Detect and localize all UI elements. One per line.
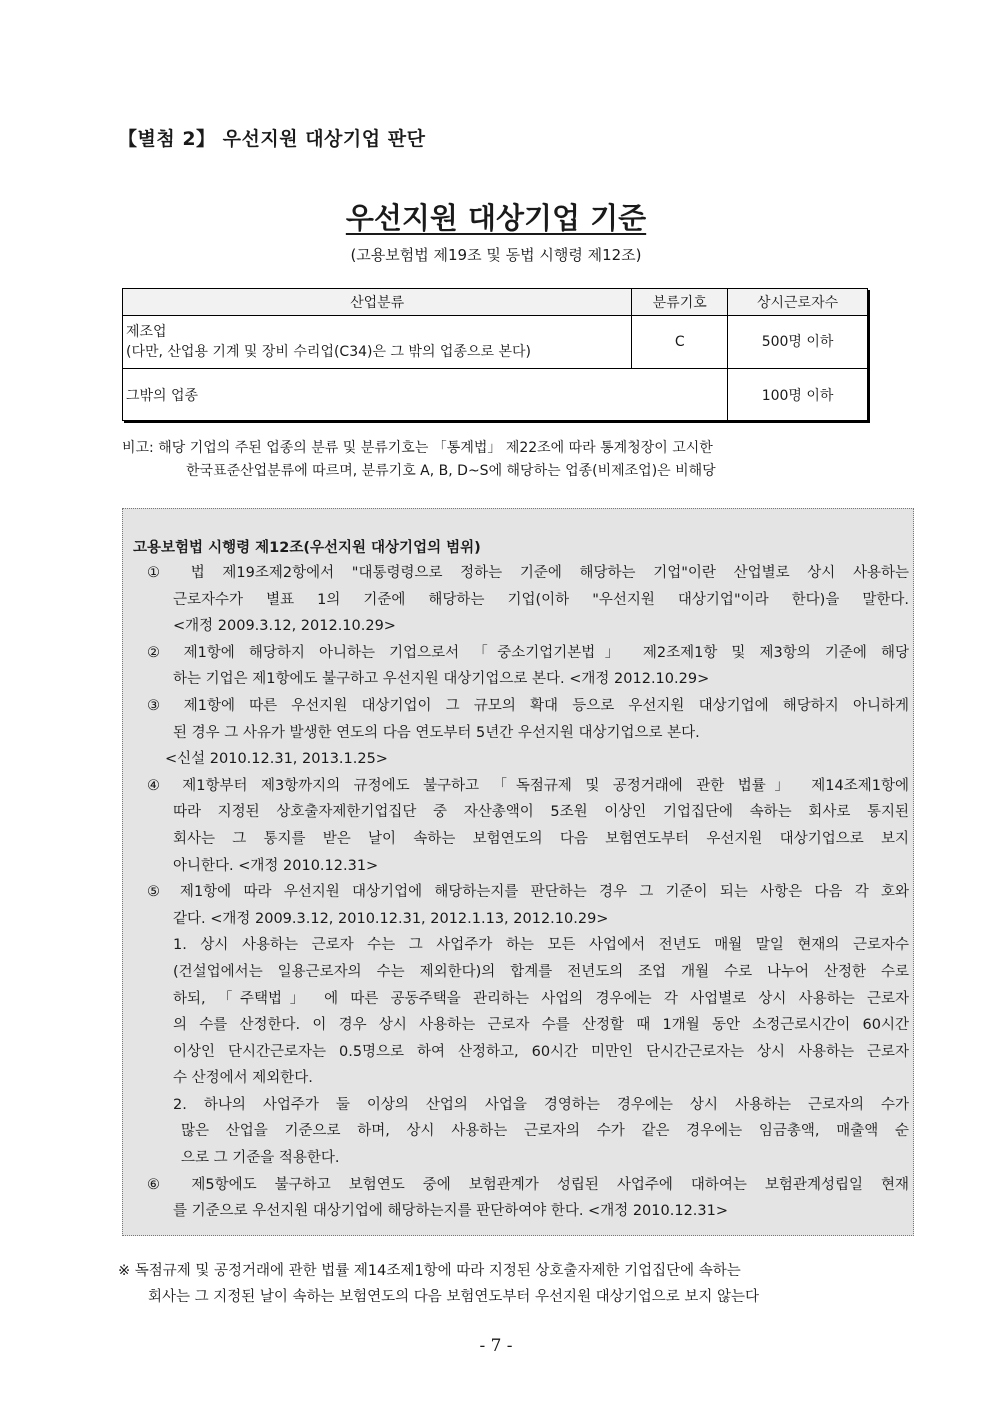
- law-line: ④ 제1항부터 제3항까지의 규정에도 불구하고 「독점규제 및 공정거래에 관한 법률」 제14조제1항에: [147, 777, 909, 794]
- law-line: ⑤ 제1항에 따라 우선지원 대상기업에 해당하는지를 판단하는 경우 그 기준이 되는 사항은 다음 각 호와: [147, 884, 909, 901]
- workers-cell: 500명 이하: [728, 316, 868, 369]
- law-line: <개정 2009.3.12, 2012.10.29>: [173, 618, 396, 635]
- law-line: 같다. <개정 2009.3.12, 2010.12.31, 2012.1.13, 2012.10.29>: [173, 910, 609, 927]
- header-industry: 산업분류: [123, 289, 632, 316]
- law-line: 회사는 그 통지를 받은 날이 속하는 보험연도의 다음 보험연도부터 우선지원 대상기업으로 보지: [173, 830, 909, 847]
- page-title: [0, 196, 992, 237]
- law-line: 의 수를 산정한다. 이 경우 상시 사용하는 근로자 수를 산정할 때 1개월 동안 소정근로시간이 60시간: [173, 1017, 909, 1034]
- workers-cell: 100명 이하: [728, 369, 868, 421]
- law-line: <신설 2010.12.31, 2013.1.25>: [165, 751, 388, 768]
- table-header-row: [123, 289, 868, 316]
- industry-note: (다만, 산업용 기계 및 장비 수리업(C34)은 그 밖의 업종으로 본다): [126, 344, 531, 360]
- page-title-text: 우선지원 대상기업 기준: [345, 201, 647, 235]
- law-line: 된 경우 그 사유가 발생한 연도의 다음 연도부터 5년간 우선지원 대상기업으로 본다.: [173, 724, 700, 741]
- page-number: - 7 -: [479, 1336, 513, 1356]
- law-line: 근로자수가 별표 1의 기준에 해당하는 기업(이하 "우선지원 대상기업"이라 한다)을 말한다.: [173, 591, 909, 608]
- note-line-1: 비고: 해당 기업의 주된 업종의 분류 및 분류기호는 「통계법」 제22조에 따라 통계청장이 고시한: [122, 440, 713, 456]
- law-line: 따라 지정된 상호출자제한기업집단 중 자산총액이 5조원 이상인 기업집단에 속하는 회사로 통지된: [173, 804, 909, 821]
- header-workers: 상시근로자수: [728, 289, 868, 316]
- law-line: (건설업에서는 일용근로자의 수는 제외한다)의 합계를 전년도의 조업 개월 수로 나누어 산정한 수로: [173, 963, 909, 980]
- attachment-heading: 【별첨 2】 우선지원 대상기업 판단: [118, 128, 426, 150]
- page-subtitle: (고용보험법 제19조 및 동법 시행령 제12조): [350, 246, 642, 264]
- law-line: ⑥ 제5항에도 불구하고 보험연도 중에 보험관계가 성립된 사업주에 대하여는 보험관계성립일 현재: [147, 1176, 909, 1193]
- law-line: 하되, 「주택법」 에 따른 공동주택을 관리하는 사업의 경우에는 각 사업별로 상시 사용하는 근로자: [173, 990, 909, 1007]
- law-line: 1. 상시 사용하는 근로자 수는 그 사업주가 하는 모든 사업에서 전년도 매월 말일 현재의 근로자수: [173, 937, 909, 954]
- remark-line-2: 회사는 그 지정된 날이 속하는 보험연도의 다음 보험연도부터 우선지원 대상기업으로 보지 않는다: [148, 1289, 759, 1305]
- law-line: ③ 제1항에 따른 우선지원 대상기업이 그 규모의 확대 등으로 우선지원 대상기업에 해당하지 아니하게: [147, 697, 909, 714]
- law-line: 이상인 단시간근로자는 0.5명으로 하여 산정하고, 60시간 미만인 단시간근로자는 상시 사용하는 근로자: [173, 1043, 909, 1060]
- law-line: 2. 하나의 사업주가 둘 이상의 산업의 사업을 경영하는 경우에는 상시 사용하는 근로자의 수가: [173, 1096, 909, 1113]
- criteria-table: [122, 288, 868, 421]
- law-line: 아니한다. <개정 2010.12.31>: [173, 857, 379, 874]
- table-row: [123, 369, 868, 421]
- footnote-remark: [118, 1258, 759, 1310]
- remark-line-1: ※ 독점규제 및 공정거래에 관한 법률 제14조제1항에 따라 지정된 상호출자제한 기업집단에 속하는: [118, 1263, 741, 1279]
- code-cell: C: [632, 316, 728, 369]
- industry-cell: 그밖의 업종: [123, 369, 728, 421]
- law-line: 으로 그 기준을 적용한다.: [181, 1150, 340, 1167]
- industry-cell: [123, 316, 632, 369]
- law-text: [123, 560, 915, 1225]
- law-line: ① 법 제19조제2항에서 "대통령령으로 정하는 기준에 해당하는 기업"이란 산업별로 상시 사용하는: [147, 565, 909, 581]
- law-line: 를 기준으로 우선지원 대상기업에 해당하는지를 판단하여야 한다. <개정 2010.12.31>: [173, 1203, 729, 1220]
- law-line: 많은 산업을 기준으로 하며, 상시 사용하는 근로자의 수가 같은 경우에는 임금총액, 매출액 순: [181, 1123, 909, 1140]
- table-note: [122, 437, 716, 483]
- law-heading: 고용보험법 시행령 제12조(우선지원 대상기업의 범위): [133, 540, 481, 556]
- note-line-2: 한국표준산업분류에 따르며, 분류기호 A, B, D~S에 해당하는 업종(비제조업)은 비해당: [186, 463, 716, 479]
- law-line: 하는 기업은 제1항에도 불구하고 우선지원 대상기업으로 본다. <개정 2012.10.29>: [173, 671, 710, 688]
- law-excerpt-box: [122, 508, 914, 1236]
- law-line: ② 제1항에 해당하지 아니하는 기업으로서 「중소기업기본법」 제2조제1항 및 제3항의 기준에 해당: [147, 644, 909, 661]
- header-code: 분류기호: [632, 289, 728, 316]
- law-line: 수 산정에서 제외한다.: [173, 1070, 313, 1087]
- industry-name: 제조업: [126, 324, 167, 340]
- table-row: [123, 316, 868, 369]
